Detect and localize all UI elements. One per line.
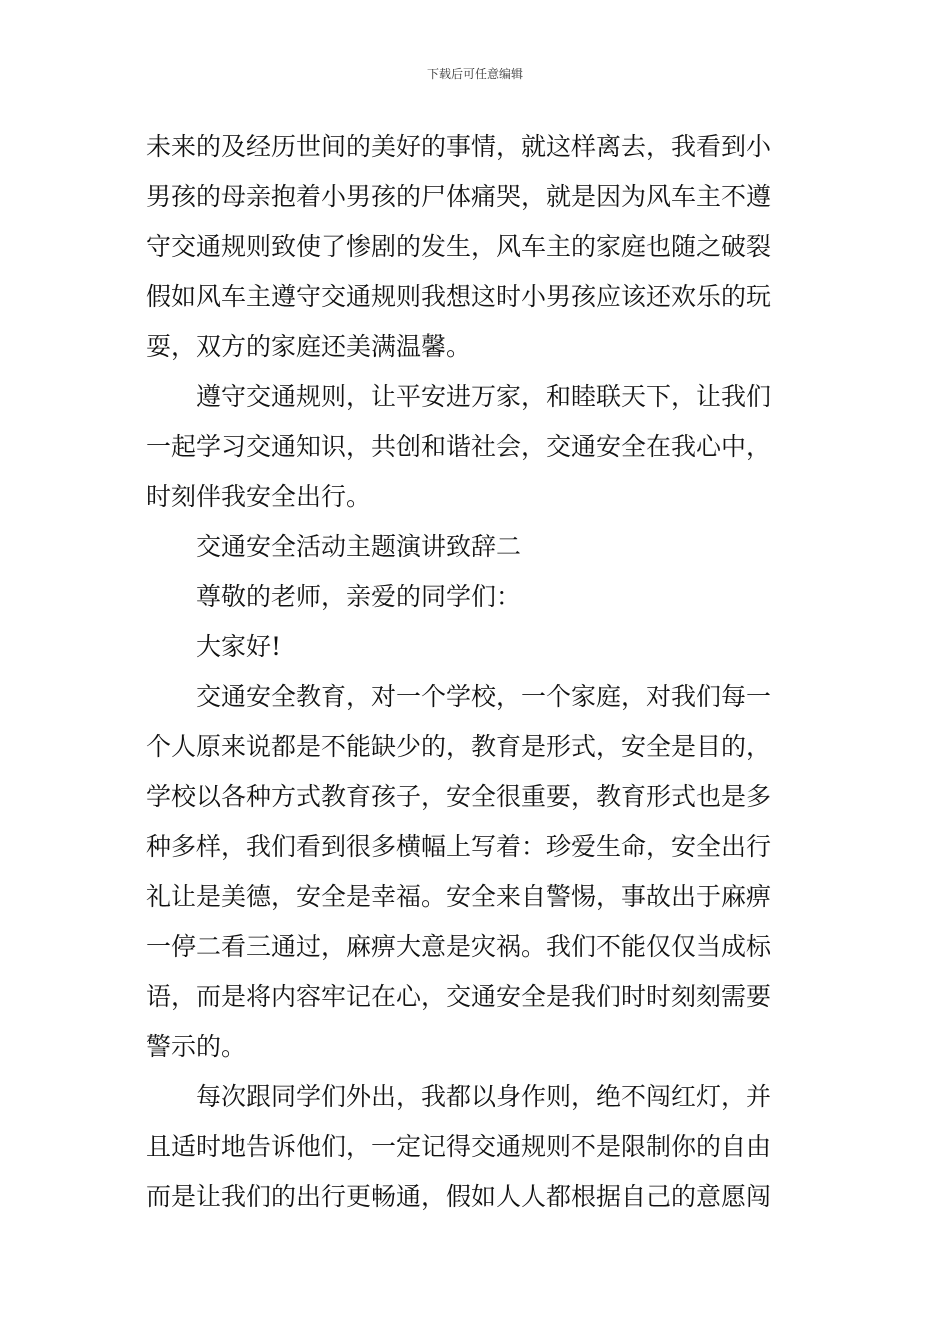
text-line: 遵守交通规则，让平安进万家，和睦联天下，让我们 (196, 382, 772, 411)
text-line: 交通安全教育，对一个学校，一个家庭，对我们每一 (196, 682, 772, 711)
text-line: 耍，双方的家庭还美满温馨。 (146, 332, 472, 361)
greeting (146, 622, 806, 672)
paragraph-2 (146, 372, 806, 522)
paragraph-3 (146, 672, 806, 1072)
text-line: 种多样，我们看到很多横幅上写着：珍爱生命，安全出行 (146, 832, 772, 861)
text-line: 未来的及经历世间的美好的事情，就这样离去，我看到小 (146, 132, 772, 161)
text-line: 个人原来说都是不能缺少的，教育是形式，安全是目的， (146, 732, 772, 761)
text-line: 礼让是美德，安全是幸福。安全来自警惕，事故出于麻痹 (146, 882, 772, 911)
section-title-text: 交通安全活动主题演讲致辞二 (196, 532, 522, 561)
salutation (146, 572, 806, 622)
text-line: 假如风车主遵守交通规则我想这时小男孩应该还欢乐的玩 (146, 282, 772, 311)
text-line: 一起学习交通知识，共创和谐社会，交通安全在我心中， (146, 432, 772, 461)
text-line: 一停二看三通过，麻痹大意是灾祸。我们不能仅仅当成标 (146, 932, 772, 961)
document-body (146, 122, 806, 1222)
page-header: 下载后可任意编辑 (426, 67, 523, 81)
paragraph-1 (146, 122, 806, 372)
paragraph-4 (146, 1072, 806, 1222)
text-line: 而是让我们的出行更畅通，假如人人都根据自己的意愿闯 (146, 1182, 772, 1211)
text-line: 时刻伴我安全出行。 (146, 482, 372, 511)
text-line: 每次跟同学们外出，我都以身作则，绝不闯红灯，并 (196, 1082, 772, 1111)
text-line: 警示的。 (146, 1032, 247, 1061)
text-line: 守交通规则致使了惨剧的发生，风车主的家庭也随之破裂 (146, 232, 772, 261)
text-line: 语，而是将内容牢记在心，交通安全是我们时时刻刻需要 (146, 982, 772, 1011)
section-title (146, 522, 806, 572)
text-line: 且适时地告诉他们，一定记得交通规则不是限制你的自由 (146, 1132, 772, 1161)
text-line: 男孩的母亲抱着小男孩的尸体痛哭，就是因为风车主不遵 (146, 182, 772, 211)
text-line: 学校以各种方式教育孩子，安全很重要，教育形式也是多 (146, 782, 772, 811)
greeting-text: 大家好! (196, 632, 282, 661)
salutation-text: 尊敬的老师，亲爱的同学们： (196, 582, 522, 611)
